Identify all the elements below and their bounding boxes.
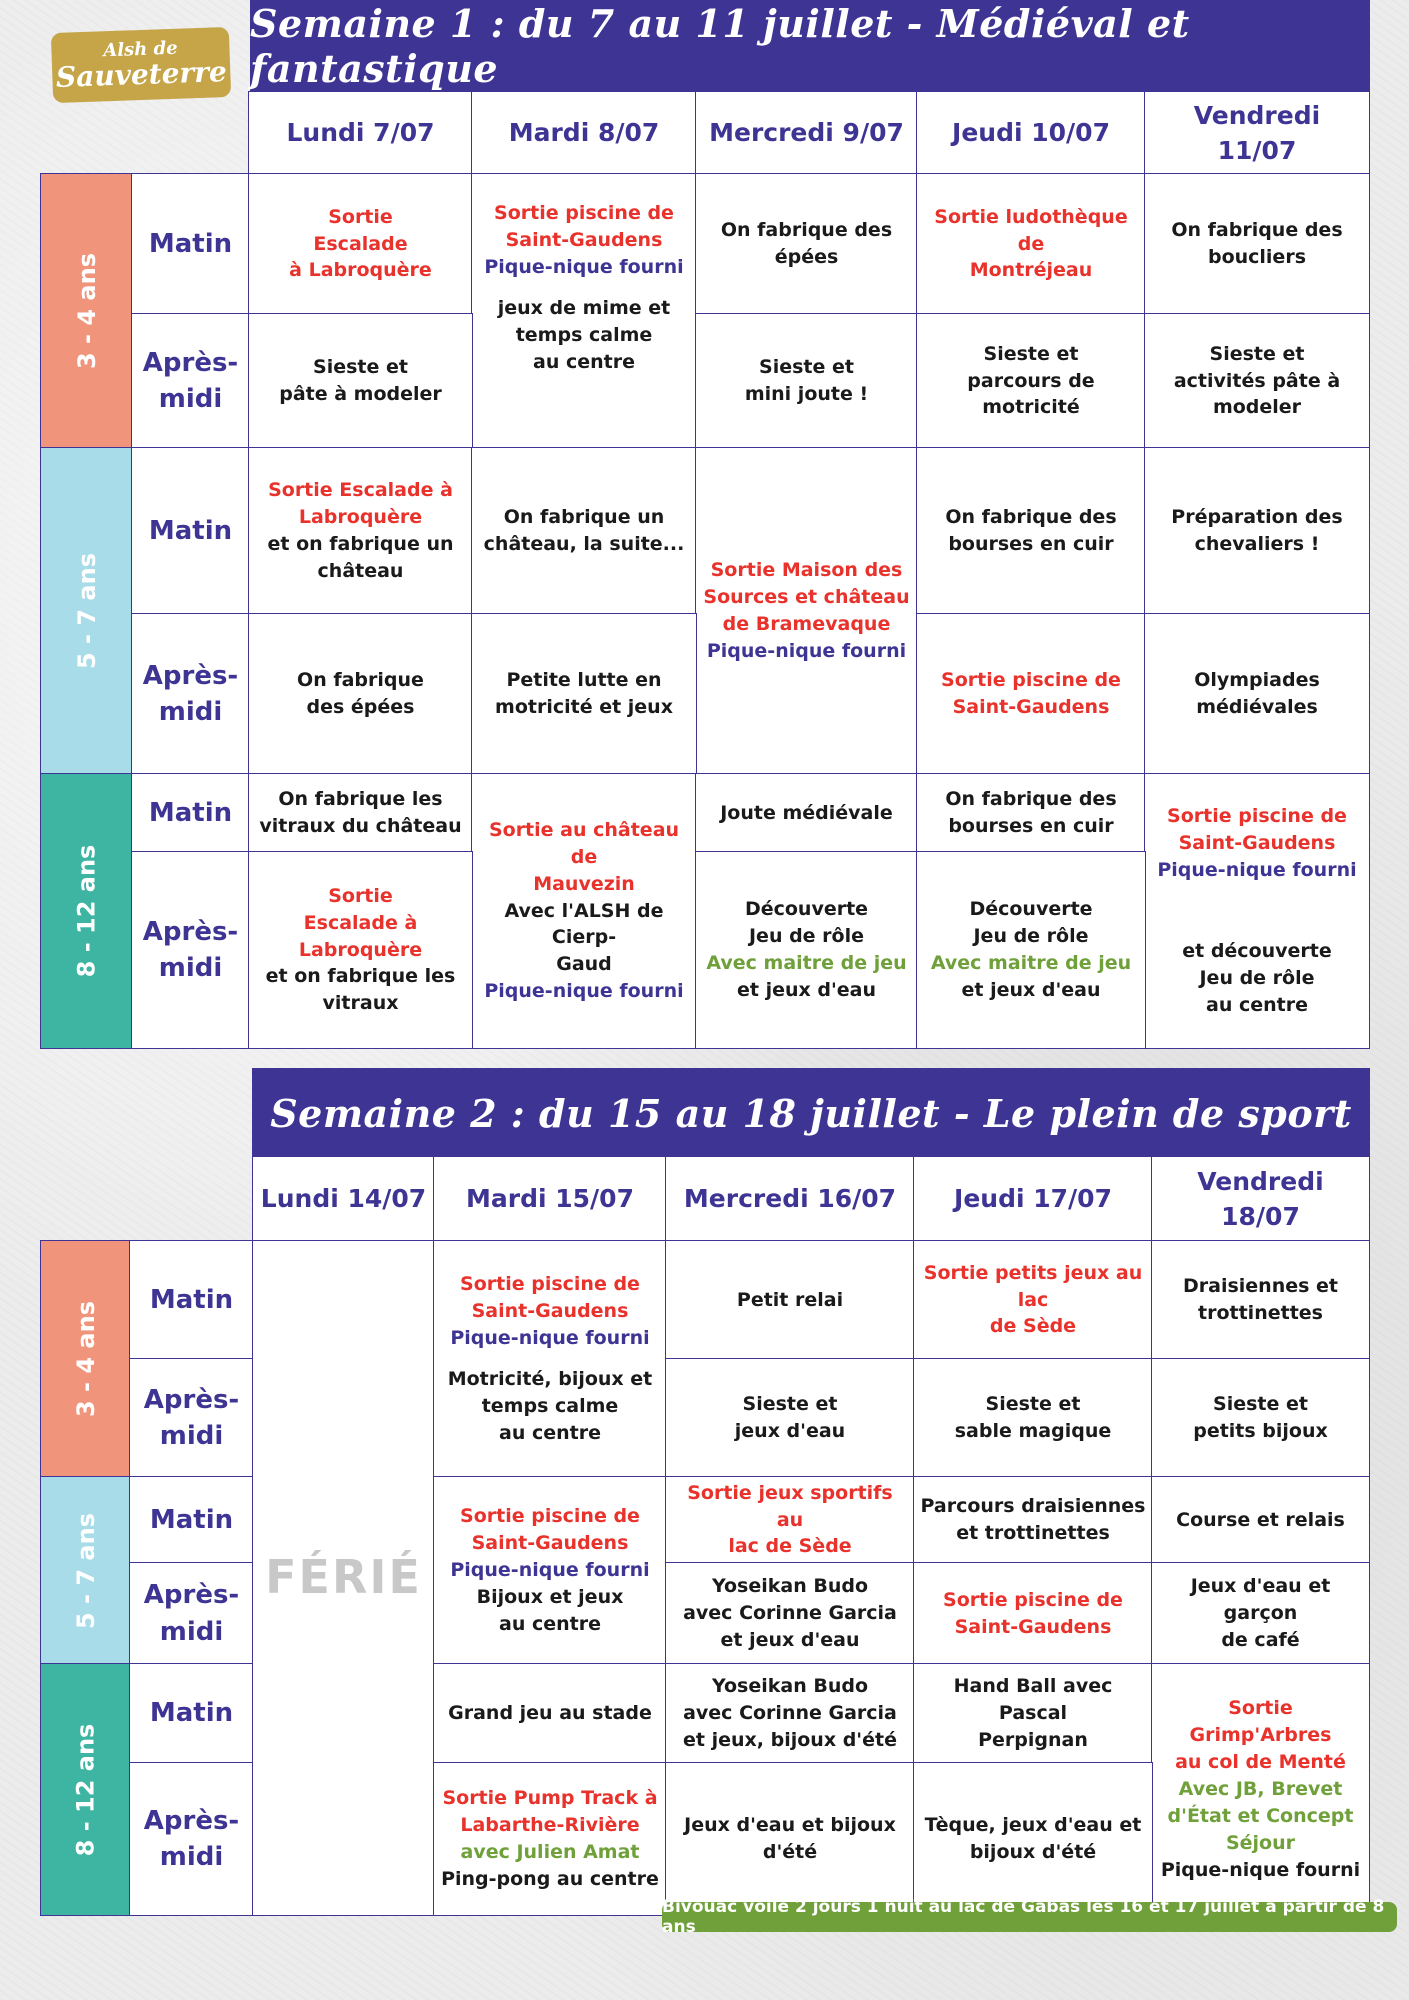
activity-text: Joute médiévale <box>720 801 893 824</box>
activity-text: Ping-pong au centre <box>441 1867 659 1890</box>
activity-cell <box>433 1663 667 1764</box>
activity-text: bijoux d'été <box>969 1841 1097 1863</box>
activity-cell <box>471 447 697 615</box>
activity-text: Tèque, jeux d'eau et <box>924 1814 1142 1837</box>
activity-text: Séjour <box>1225 1831 1296 1854</box>
activity-text: Sortie piscine de <box>494 202 674 224</box>
activity-text: Gaud <box>556 953 612 976</box>
activity-text: Saint-Gaudens <box>471 1300 629 1323</box>
activity-text: Escalade à <box>303 911 418 934</box>
activity-text: Sieste et <box>983 342 1079 365</box>
activity-cell <box>248 173 473 315</box>
activity-text: Sieste et <box>742 1393 838 1416</box>
week2-day-thu: Jeudi 17/07 <box>913 1156 1153 1242</box>
activity-text: médiévales <box>1196 696 1318 718</box>
activity-cell <box>695 313 918 449</box>
activity-text: Perpignan <box>978 1728 1088 1751</box>
week1-slot-apres <box>131 851 250 1049</box>
activity-text: Olympiades <box>1194 669 1320 692</box>
activity-cell <box>1151 1240 1370 1360</box>
activity-text: Après- <box>143 1384 240 1415</box>
activity-cell <box>695 851 918 1049</box>
activity-text: Saint-Gaudens <box>471 1532 629 1555</box>
age-label: 3 - 4 ans <box>71 1301 100 1417</box>
activity-text: midi <box>159 1421 224 1451</box>
age-label: 5 - 7 ans <box>72 553 101 669</box>
activity-cell <box>248 313 473 449</box>
activity-text: Sortie <box>328 205 393 228</box>
activity-cell <box>1144 447 1370 615</box>
activity-text: On fabrique des <box>945 788 1117 811</box>
activity-cell <box>665 1240 915 1360</box>
activity-text: temps calme <box>515 323 653 346</box>
activity-text: Découverte <box>969 898 1093 921</box>
activity-text: Matin <box>148 228 233 259</box>
activity-cell <box>913 1358 1153 1478</box>
logo-line2: Sauveterre <box>55 55 228 94</box>
activity-text: Mauvezin <box>533 872 635 895</box>
activity-cell <box>916 173 1146 315</box>
activity-text: jeux de mime et <box>497 296 671 319</box>
activity-cell <box>913 1562 1153 1665</box>
activity-text: Sieste et <box>985 1393 1081 1416</box>
activity-text: Hand Ball avec Pascal <box>953 1675 1113 1725</box>
activity-text: sable magique <box>954 1420 1112 1442</box>
activity-text: Parcours draisiennes <box>920 1495 1146 1518</box>
activity-text: Sortie ludothèque de <box>934 205 1128 255</box>
activity-text: avec Julien Amat <box>460 1841 640 1863</box>
activity-text: Pique-nique fourni <box>484 980 684 1003</box>
activity-text: Sortie Escalade à <box>268 479 453 502</box>
activity-text: Matin <box>148 797 233 828</box>
week2-age-3-4 <box>40 1240 131 1478</box>
activity-cell <box>1144 173 1370 315</box>
activity-text: Yoseikan Budo <box>711 1675 869 1698</box>
activity-text: midi <box>159 1616 224 1647</box>
activity-text: On fabrique des <box>720 219 893 242</box>
activity-cell <box>248 447 473 615</box>
week1-slot-apres <box>131 613 250 775</box>
activity-text: Pique-nique fourni <box>1157 859 1357 882</box>
activity-text: Sortie piscine de <box>941 669 1121 692</box>
week1-age-5-7 <box>40 447 133 775</box>
week2-day-wed: Mercredi 16/07 <box>665 1156 915 1242</box>
activity-text: Sieste et <box>1209 342 1305 365</box>
week2-title: Semaine 2 : du 15 au 18 juillet - Le plein de sport <box>252 1068 1370 1158</box>
week1-slot-matin <box>131 773 250 853</box>
activity-cell <box>913 1663 1153 1764</box>
activity-text: Sortie piscine de <box>460 1273 640 1296</box>
week1-title: Semaine 1 : du 7 au 11 juillet - Médiéval et fantastique <box>250 0 1370 92</box>
week1-slot-apres <box>131 313 250 449</box>
activity-cell <box>471 613 697 775</box>
activity-text: Sortie Maison des <box>710 559 903 582</box>
activity-text: château, la suite... <box>483 533 685 555</box>
week2-day-fri: Vendredi 18/07 <box>1151 1156 1370 1242</box>
week1-slot-matin <box>131 173 250 315</box>
activity-cell <box>248 851 473 1049</box>
activity-text: Sortie piscine de <box>943 1588 1123 1611</box>
activity-text: On fabrique des <box>945 506 1117 529</box>
activity-text: bourses en cuir <box>948 815 1114 837</box>
activity-text: Pique-nique fourni <box>706 639 907 662</box>
activity-cell <box>665 1663 915 1764</box>
activity-text: de Bramevaque <box>722 613 891 635</box>
activity-text: Jeu de rôle <box>973 925 1089 948</box>
week2-slot-matin <box>129 1240 254 1360</box>
week1-day-wed: Mercredi 9/07 <box>695 91 918 175</box>
activity-cell <box>1151 1358 1370 1478</box>
activity-text: Labarthe-Rivière <box>460 1814 640 1837</box>
activity-text: bourses en cuir <box>948 533 1114 555</box>
age-label: 8 - 12 ans <box>71 1723 100 1856</box>
week2-age-5-7 <box>40 1476 131 1665</box>
activity-text: Pique-nique fourni <box>450 1559 650 1582</box>
activity-text: lac de Sède <box>728 1535 852 1558</box>
activity-text: Jeux d'eau et bijoux <box>684 1814 896 1837</box>
activity-cell <box>665 1562 915 1665</box>
activity-cell <box>665 1762 915 1916</box>
activity-cell <box>1144 613 1370 775</box>
activity-text: de Sède <box>989 1315 1077 1338</box>
activity-text: château <box>317 559 404 582</box>
activity-text: vitraux <box>322 992 399 1015</box>
age-label: 3 - 4 ans <box>72 253 101 369</box>
activity-text: Après- <box>143 1805 240 1836</box>
week2-slot-apres <box>129 1762 254 1916</box>
activity-text: épées <box>774 246 839 268</box>
activity-text: Matin <box>149 1504 234 1535</box>
activity-text: Bijoux et jeux <box>476 1585 624 1608</box>
activity-text: avec Corinne Garcia <box>683 1702 897 1725</box>
activity-text: Après- <box>143 1580 240 1611</box>
activity-text: Jeu de rôle <box>748 925 865 948</box>
activity-text: Petit relai <box>736 1288 844 1311</box>
activity-text: Sortie petits jeux au lac <box>923 1261 1143 1311</box>
activity-text: Après- <box>142 347 239 378</box>
week1-age-3-4 <box>40 173 133 449</box>
activity-text: parcours de motricité <box>967 369 1095 419</box>
ferie-cell <box>252 1240 435 1916</box>
age-label: 5 - 7 ans <box>71 1512 100 1629</box>
activity-text: Avec maitre de jeu <box>930 952 1132 974</box>
activity-text: midi <box>159 1842 224 1872</box>
activity-text: pâte à modeler <box>279 383 442 405</box>
logo <box>51 27 231 103</box>
activity-text: On fabrique des <box>1171 219 1343 242</box>
activity-text: activités pâte à <box>1173 369 1341 392</box>
activity-text: On fabrique les <box>278 788 443 811</box>
week1-day-tue: Mardi 8/07 <box>471 91 697 175</box>
activity-text: et on fabrique les <box>265 965 456 988</box>
week1-slot-matin <box>131 447 250 615</box>
activity-text: Après- <box>142 660 239 691</box>
activity-text: Grand jeu au stade <box>448 1702 652 1725</box>
activity-text: avec Corinne Garcia <box>683 1602 897 1625</box>
activity-text: des épées <box>306 696 415 718</box>
activity-text: mini joute ! <box>744 383 869 405</box>
activity-text: Sieste et <box>313 356 408 379</box>
activity-text: midi <box>158 697 223 727</box>
activity-text: On fabrique un <box>503 506 665 529</box>
activity-cell <box>916 447 1146 615</box>
activity-cell <box>433 1762 667 1916</box>
activity-text: midi <box>158 953 223 983</box>
activity-text: Saint-Gaudens <box>505 228 663 251</box>
activity-text: Labroquère <box>298 506 423 529</box>
week1-day-thu: Jeudi 10/07 <box>916 91 1146 175</box>
activity-cell <box>248 773 473 853</box>
activity-text: Sources et château <box>703 586 910 609</box>
activity-text: et on fabrique un <box>267 533 454 555</box>
activity-text: et jeux, bijoux d'été <box>683 1728 897 1751</box>
activity-text: motricité et jeux <box>495 696 673 718</box>
activity-text: Jeu de rôle <box>1199 966 1315 989</box>
activity-text: Sortie au château de <box>488 818 680 868</box>
logo-line1: Alsh de <box>102 37 178 62</box>
activity-text: et découverte <box>1182 940 1332 962</box>
activity-text: au centre <box>533 350 635 373</box>
activity-text: Jeux d'eau et garçon <box>1190 1575 1331 1625</box>
activity-text: Matin <box>149 1284 234 1315</box>
activity-cell <box>916 851 1146 1049</box>
activity-text: Course et relais <box>1176 1508 1345 1531</box>
activity-cell <box>916 313 1146 449</box>
activity-text: à Labroquère <box>289 259 432 282</box>
week2-slot-matin <box>129 1663 254 1764</box>
activity-cell <box>248 613 473 775</box>
week1-day-fri: Vendredi 11/07 <box>1144 91 1370 175</box>
activity-cell <box>695 173 918 315</box>
week2-slot-matin <box>129 1476 254 1564</box>
activity-text: Matin <box>148 515 233 546</box>
activity-text: et trottinettes <box>956 1522 1110 1544</box>
activity-cell <box>471 173 697 449</box>
activity-text: au centre <box>499 1421 601 1444</box>
activity-text: Avec JB, Brevet <box>1178 1778 1343 1801</box>
age-label: 8 - 12 ans <box>72 844 101 978</box>
activity-text: au col de Menté <box>1175 1751 1346 1774</box>
activity-text: modeler <box>1212 396 1302 419</box>
activity-text: Avec maitre de jeu <box>706 952 907 974</box>
activity-cell <box>471 773 697 1049</box>
activity-text: Petite lutte en <box>506 669 662 692</box>
activity-text: Labroquère <box>298 938 423 961</box>
activity-text: boucliers <box>1207 246 1307 268</box>
activity-text: et jeux d'eau <box>736 978 877 1001</box>
week2-slot-apres <box>129 1562 254 1665</box>
week2-age-8-12 <box>40 1663 131 1916</box>
activity-cell <box>665 1358 915 1478</box>
activity-text: Motricité, bijoux et <box>447 1368 653 1390</box>
activity-cell <box>916 613 1146 775</box>
activity-text: jeux d'eau <box>734 1420 846 1442</box>
activity-text: Yoseikan Budo <box>711 1575 869 1598</box>
activity-text: Montréjeau <box>969 259 1093 282</box>
activity-text: Pique-nique fourni <box>450 1327 650 1350</box>
activity-text: et jeux d'eau <box>720 1628 860 1651</box>
activity-text: petits bijoux <box>1193 1420 1328 1442</box>
week1-day-mon: Lundi 7/07 <box>248 91 473 175</box>
activity-text: d'été <box>762 1841 818 1863</box>
activity-text: Saint-Gaudens <box>952 696 1110 718</box>
activity-text: au centre <box>1206 993 1308 1016</box>
activity-text: trottinettes <box>1198 1302 1323 1324</box>
activity-text: Pique-nique fourni <box>1160 1858 1361 1881</box>
activity-text: de café <box>1221 1628 1300 1651</box>
activity-text: Pique-nique fourni <box>484 255 684 278</box>
activity-text: Préparation des <box>1171 506 1343 529</box>
activity-text: On fabrique <box>297 669 424 692</box>
activity-text: Après- <box>142 916 239 947</box>
activity-text: chevaliers ! <box>1194 533 1320 555</box>
activity-text: Avec l'ALSH de Cierp- <box>504 899 664 949</box>
activity-text: temps calme <box>481 1394 619 1417</box>
activity-text: d'État et Concept <box>1167 1804 1354 1827</box>
activity-text: au centre <box>499 1612 601 1635</box>
activity-text: Sortie <box>328 884 393 907</box>
activity-text: vitraux du château <box>259 815 462 837</box>
activity-text: Sortie jeux sportifs au <box>687 1481 893 1531</box>
activity-cell <box>433 1240 667 1478</box>
activity-text: Escalade <box>313 232 408 255</box>
activity-text: Découverte <box>744 898 869 921</box>
activity-cell <box>913 1476 1153 1564</box>
activity-text: et jeux d'eau <box>961 978 1101 1001</box>
bivouac-banner: Bivouac voile 2 jours 1 nuit au lac de Gabas les 16 et 17 juillet à partir de 8 ans <box>662 1902 1397 1932</box>
activity-text: Sortie Grimp'Arbres <box>1189 1697 1332 1747</box>
activity-text: Matin <box>149 1698 234 1729</box>
activity-cell <box>913 1240 1153 1360</box>
activity-text: Draisiennes et <box>1182 1275 1338 1298</box>
activity-text: Sieste et <box>759 356 854 379</box>
activity-text: Sortie piscine de <box>1167 805 1347 828</box>
activity-cell <box>1151 1476 1370 1564</box>
week2-day-tue: Mardi 15/07 <box>433 1156 667 1242</box>
activity-cell <box>695 773 918 853</box>
activity-cell <box>916 773 1146 853</box>
activity-text: midi <box>158 384 223 414</box>
activity-cell <box>913 1762 1153 1916</box>
ferie-label: FÉRIÉ <box>265 1550 422 1605</box>
activity-cell <box>695 447 918 775</box>
activity-text: Sieste et <box>1213 1393 1308 1416</box>
activity-cell <box>1151 1663 1370 1916</box>
week2-day-mon: Lundi 14/07 <box>252 1156 435 1242</box>
activity-text: Saint-Gaudens <box>954 1615 1112 1638</box>
activity-text: Sortie piscine de <box>460 1505 640 1528</box>
activity-cell <box>1144 313 1370 449</box>
activity-cell <box>433 1476 667 1665</box>
week1-age-8-12 <box>40 773 133 1049</box>
activity-text: Saint-Gaudens <box>1178 832 1336 855</box>
activity-cell <box>1151 1562 1370 1665</box>
activity-cell <box>665 1476 915 1564</box>
activity-text: Sortie Pump Track à <box>442 1787 658 1810</box>
activity-cell <box>1144 773 1370 1049</box>
week2-slot-apres <box>129 1358 254 1478</box>
